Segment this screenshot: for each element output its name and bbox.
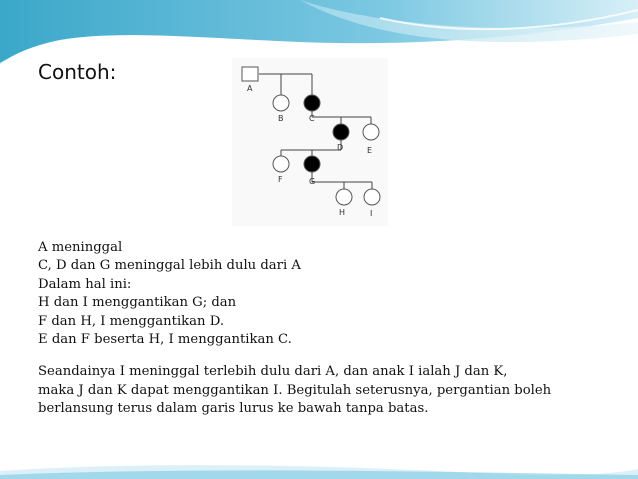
para-line-2: maka J dan K dapat menggantikan I. Begitulah seterusnya, pergantian boleh [38, 382, 552, 398]
label-b: B [278, 114, 284, 123]
text-line-5: F dan H, I menggantikan D. [38, 313, 225, 329]
individual-c-circle [304, 95, 320, 111]
label-a: A [247, 84, 253, 93]
text-line-1: A meninggal [38, 240, 123, 255]
individual-h-circle [336, 189, 352, 205]
individual-g-circle [304, 156, 320, 172]
text-line-6: E dan F beserta H, I menggantikan C. [38, 332, 292, 348]
text-line-3: Dalam hal ini: [38, 276, 132, 292]
paragraph-gap [38, 349, 618, 363]
individual-e-circle [363, 124, 379, 140]
individual-i-circle [364, 189, 380, 205]
individual-d-circle [333, 124, 349, 140]
text-line-4: H dan I menggantikan G; dan [38, 295, 237, 311]
slide-title: Contoh: [38, 60, 117, 84]
text-line-2: C, D dan G meninggal lebih dulu dari A [38, 258, 301, 274]
individual-a-square [242, 67, 258, 81]
label-f: F [278, 175, 283, 184]
individual-f-circle [273, 156, 289, 172]
label-c: C [309, 114, 315, 123]
bottom-wave-decoration [0, 455, 638, 479]
pedigree-svg [232, 58, 388, 226]
label-d: D [337, 143, 344, 152]
para-line-1: Seandainya I meninggal terlebih dulu dari A, dan anak I ialah J dan K, [38, 364, 508, 380]
pedigree-chart [232, 58, 388, 226]
label-h: H [339, 208, 346, 217]
label-e: E [367, 146, 373, 155]
individual-b-circle [273, 95, 289, 111]
para-line-3: berlansung terus dalam garis lurus ke bawah tanpa batas. [38, 401, 429, 417]
label-i: I [370, 209, 373, 218]
label-g: G [309, 177, 316, 186]
body-text [38, 239, 618, 419]
